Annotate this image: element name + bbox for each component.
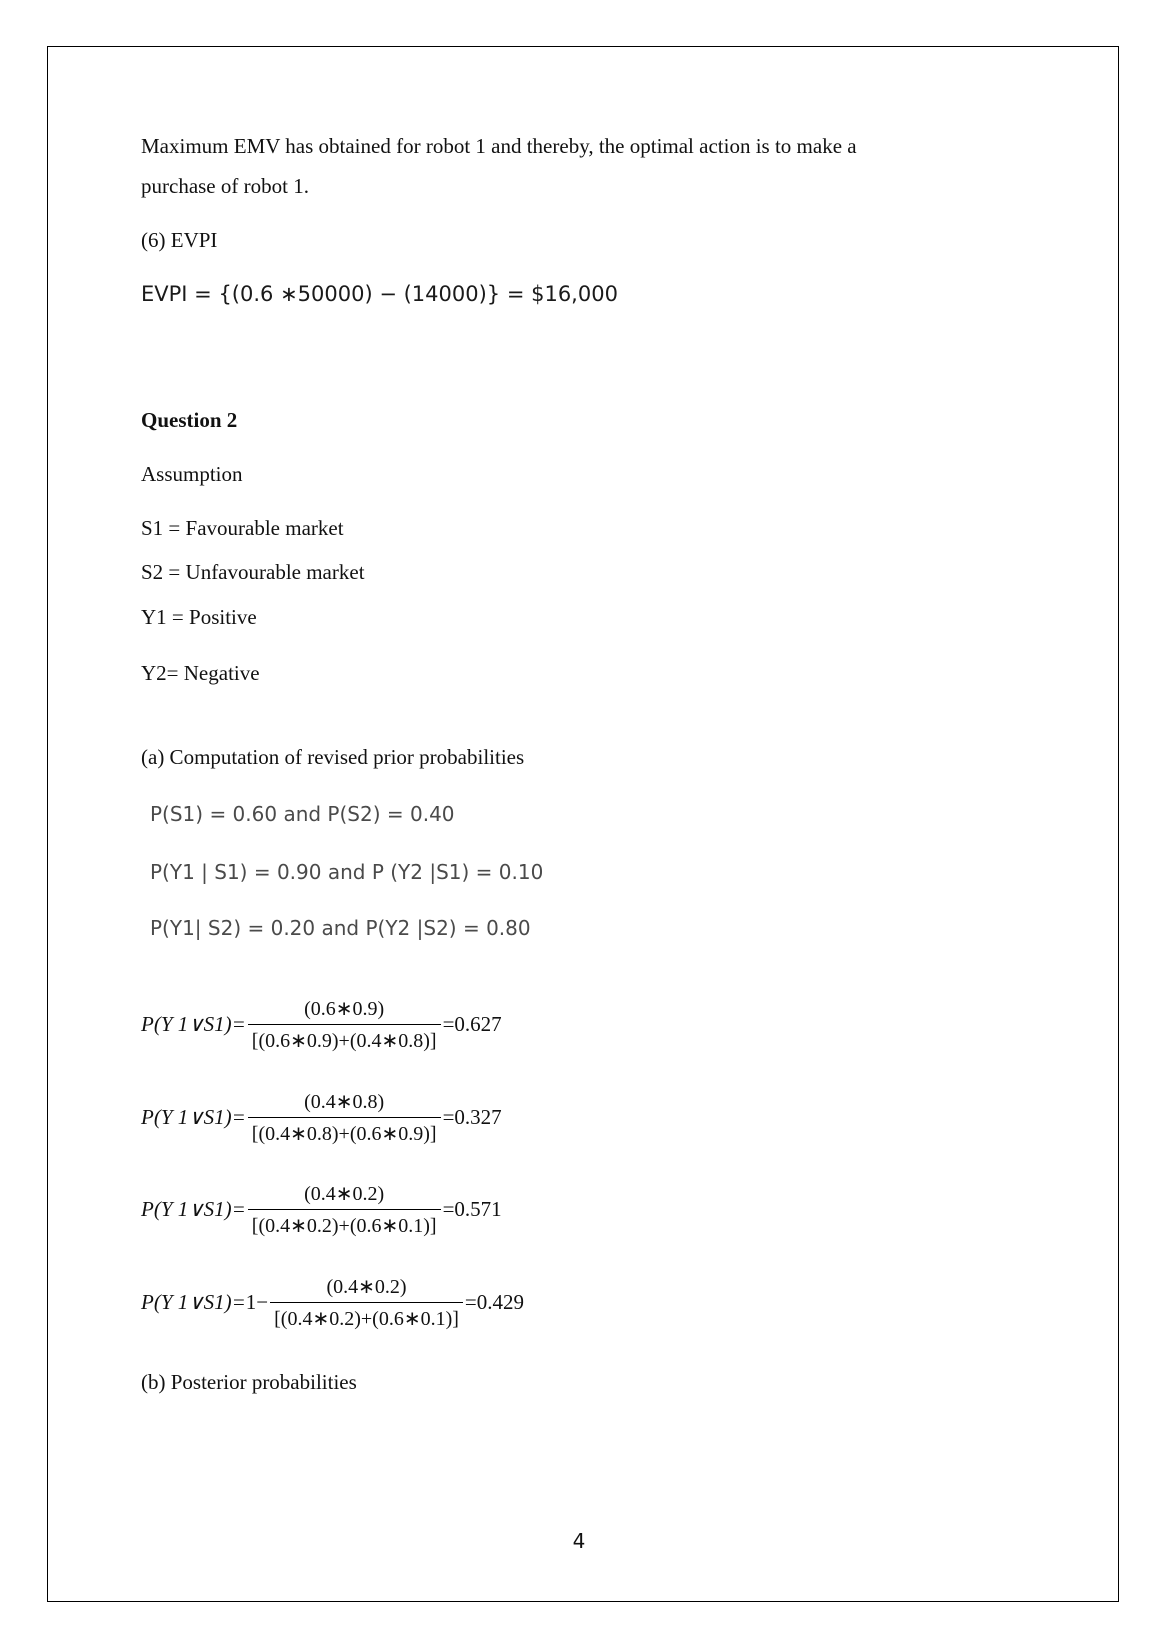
fraction-numerator: (0.4∗0.8) xyxy=(304,1091,385,1113)
fraction xyxy=(248,1089,441,1146)
assumption-y2: Y2= Negative xyxy=(141,661,260,685)
fraction xyxy=(248,1181,441,1238)
fraction-numerator: (0.4∗0.2) xyxy=(304,1183,385,1205)
part-b-heading: (b) Posterior probabilities xyxy=(141,1370,357,1394)
question-heading: Question 2 xyxy=(141,408,238,432)
fraction-denominator: [(0.4∗0.8)+(0.6∗0.9)] xyxy=(248,1117,441,1146)
formula-lhs: P(Y 1∨S1)= xyxy=(141,1105,246,1129)
fraction-denominator: [(0.4∗0.2)+(0.6∗0.1)] xyxy=(270,1302,463,1331)
prior-probability-line-3: P(Y1| S2) = 0.20 and P(Y2 |S2) = 0.80 xyxy=(150,916,531,940)
fraction-denominator: [(0.4∗0.2)+(0.6∗0.1)] xyxy=(248,1209,441,1238)
prior-probability-line-2: P(Y1 | S1) = 0.90 and P (Y2 |S1) = 0.10 xyxy=(150,860,544,884)
part-a-heading: (a) Computation of revised prior probabilities xyxy=(141,745,525,769)
formula-1 xyxy=(141,996,502,1053)
section-6-heading: (6) EVPI xyxy=(141,228,218,252)
formula-lhs: P(Y 1∨S1)= xyxy=(141,1012,246,1036)
assumption-y1: Y1 = Positive xyxy=(141,605,257,629)
formula-result: =0.327 xyxy=(442,1105,502,1129)
formula-result: =0.627 xyxy=(442,1012,502,1036)
fraction-numerator: (0.4∗0.2) xyxy=(326,1276,407,1298)
evpi-equation: EVPI = {(0.6 ∗50000) − (14000)} = $16,000 xyxy=(141,282,618,306)
formula-3 xyxy=(141,1181,502,1238)
formula-result: =0.571 xyxy=(442,1197,502,1221)
page-number: 4 xyxy=(572,1529,586,1553)
prior-probability-line-1: P(S1) = 0.60 and P(S2) = 0.40 xyxy=(150,802,455,826)
paragraph-line-2: purchase of robot 1. xyxy=(141,174,309,198)
fraction-numerator: (0.6∗0.9) xyxy=(304,998,385,1020)
formula-result: =0.429 xyxy=(464,1290,524,1314)
fraction-denominator: [(0.6∗0.9)+(0.4∗0.8)] xyxy=(248,1024,441,1053)
formula-2 xyxy=(141,1089,502,1146)
assumption-s1: S1 = Favourable market xyxy=(141,516,344,540)
fraction xyxy=(270,1274,463,1331)
fraction xyxy=(248,996,441,1053)
formula-4 xyxy=(141,1274,524,1331)
formula-lhs: P(Y 1∨S1)= xyxy=(141,1197,246,1221)
formula-prefix: 1− xyxy=(245,1290,269,1314)
assumption-s2: S2 = Unfavourable market xyxy=(141,560,365,584)
paragraph-line-1: Maximum EMV has obtained for robot 1 and thereby, the optimal action is to make a xyxy=(141,134,857,158)
formula-lhs: P(Y 1∨S1)= xyxy=(141,1290,246,1314)
assumption-heading: Assumption xyxy=(141,462,243,486)
